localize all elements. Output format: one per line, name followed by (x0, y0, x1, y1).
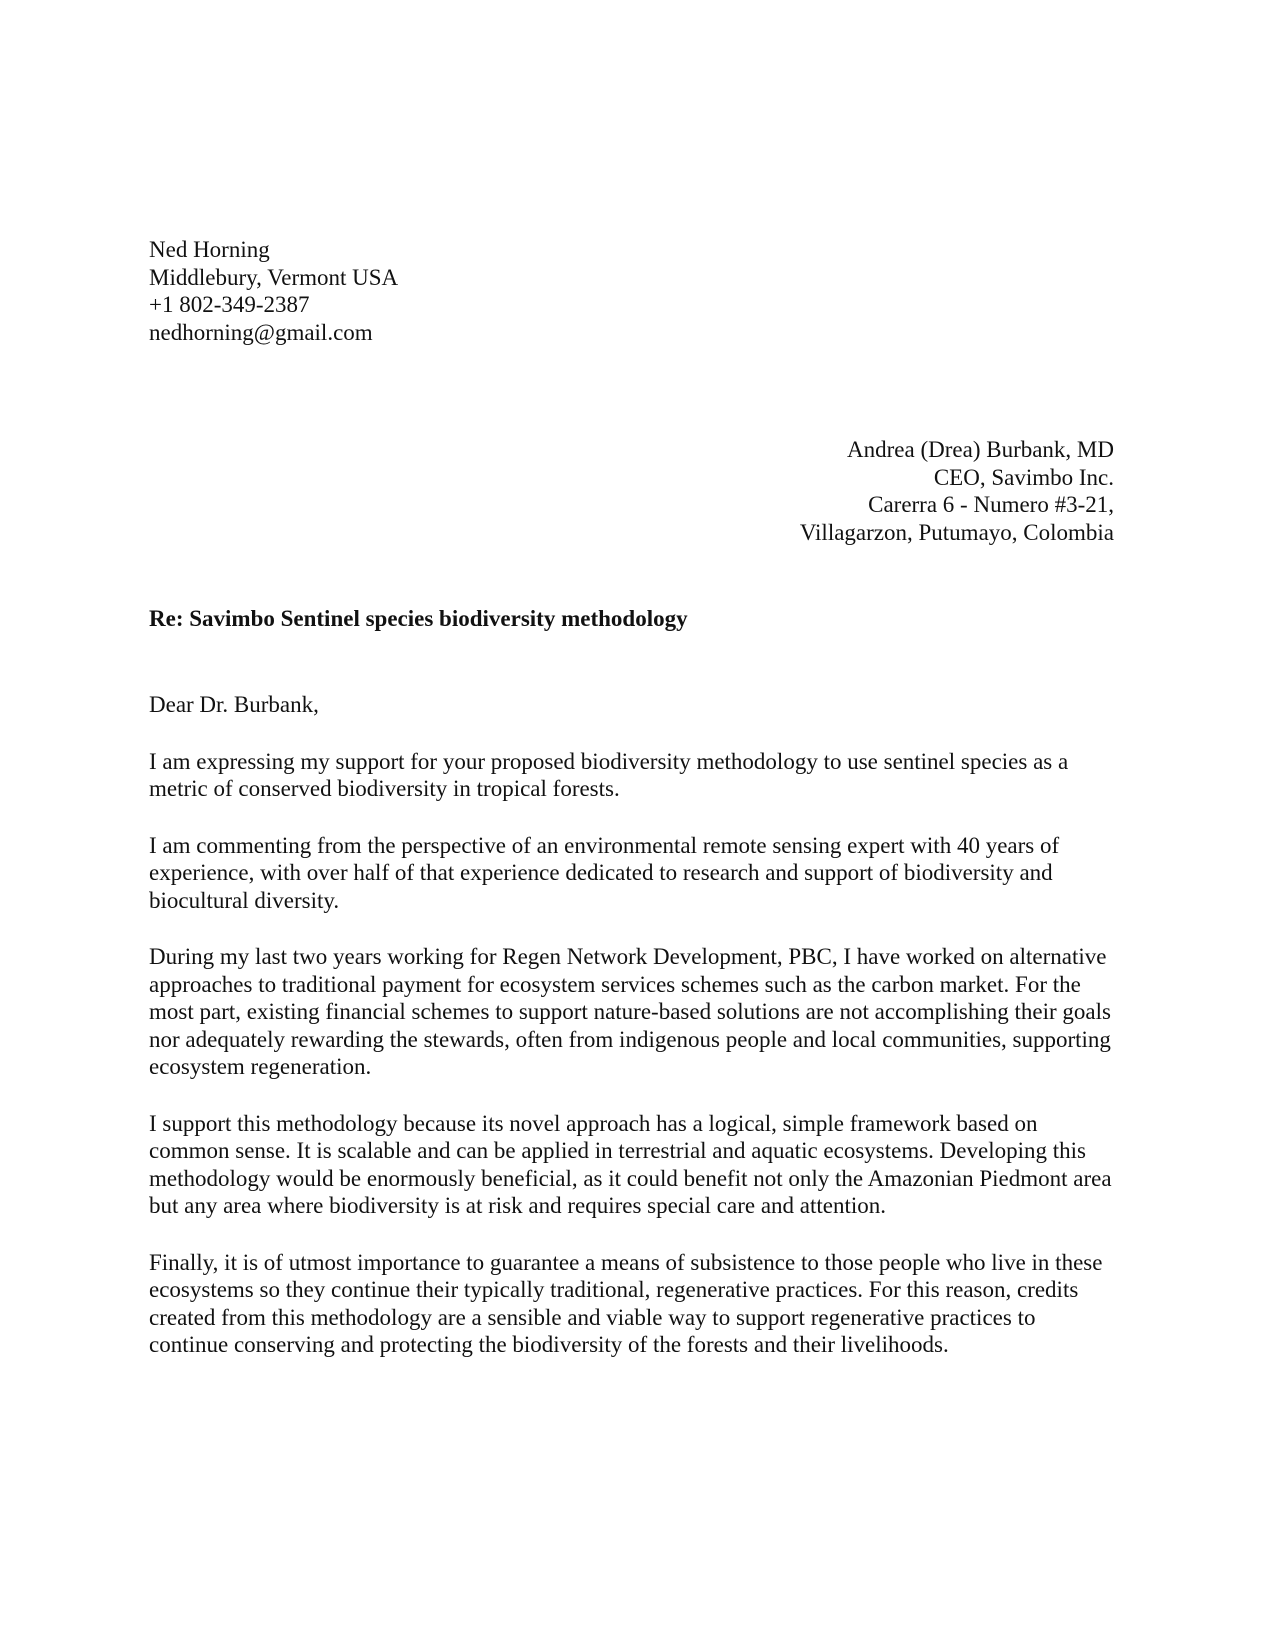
recipient-address-line2: Villagarzon, Putumayo, Colombia (799, 519, 1114, 545)
body-paragraph-3: During my last two years working for Regen Network Development, PBC, I have worked on alternative approaches to traditional payment for ecosystem services schemes such as the carbon market. For the most part, existing financial schemes to support nature-based solutions are not accomplishing their goals nor adequately rewarding the stewards, often from indigenous people and local communities, supporting ecosystem regeneration. (149, 944, 1111, 1079)
body-paragraph-5: Finally, it is of utmost importance to guarantee a means of subsistence to those people who live in these ecosystems so they continue their typically traditional, regenerative practices. For this reason, credits created from this methodology are a sensible and viable way to support regenerative practices to continue conserving and protecting the biodiversity of the forests and their livelihoods. (149, 1249, 1103, 1357)
sender-name: Ned Horning (149, 237, 270, 262)
sender-location: Middlebury, Vermont USA (149, 264, 399, 290)
body-paragraph-2: I am commenting from the perspective of an environmental remote sensing expert with 40 years of experience, with over half of that experience dedicated to research and support of biodiversity and biocultural diversity. (149, 832, 1060, 913)
subject-line: Re: Savimbo Sentinel species biodiversity methodology (149, 606, 688, 631)
recipient-address-line1: Carerra 6 - Numero #3-21, (868, 492, 1114, 517)
sender-phone: +1 802-349-2387 (149, 292, 310, 317)
sender-email: nedhorning@gmail.com (149, 319, 373, 345)
letter-body (149, 691, 1115, 1359)
body-paragraph-1: I am expressing my support for your proposed biodiversity methodology to use sentinel species as a metric of conserved biodiversity in tropical forests. (149, 748, 1069, 801)
recipient-block (560, 436, 1114, 546)
body-paragraph-4: I support this methodology because its novel approach has a logical, simple framework based on common sense. It is scalable and can be applied in terrestrial and aquatic ecosystems. Developing this methodology would be enormously beneficial, as it could benefit not only the Amazonian Piedmont area but any area where biodiversity is at risk and requires special care and attention. (149, 1110, 1112, 1218)
recipient-title: CEO, Savimbo Inc. (933, 464, 1114, 490)
recipient-name: Andrea (Drea) Burbank, MD (847, 437, 1114, 462)
sender-block (149, 236, 849, 346)
salutation: Dear Dr. Burbank, (149, 692, 319, 717)
